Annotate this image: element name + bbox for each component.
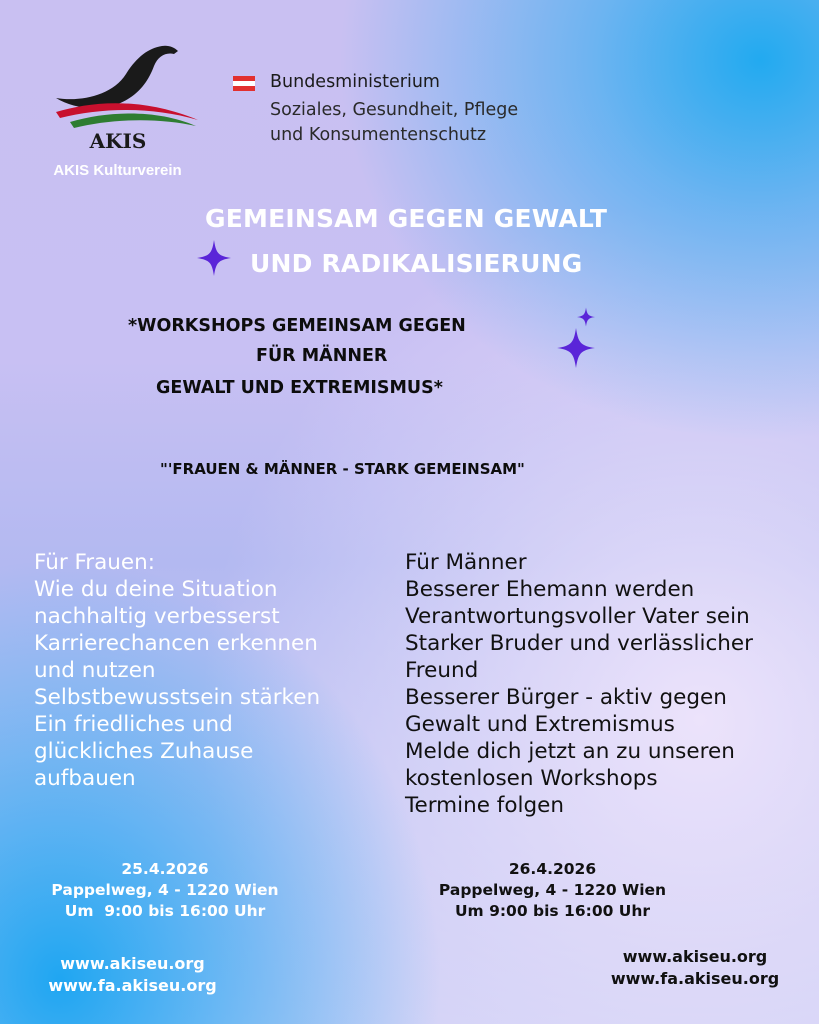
- men-line: Gewalt und Extremismus: [405, 712, 675, 737]
- event-time: Um 9:00 bis 16:00 Uhr: [454, 902, 651, 920]
- motto: "'FRAUEN & MÄNNER - STARK GEMEINSAM": [160, 460, 525, 478]
- bird-logo-icon: [50, 40, 200, 155]
- headline-line-2: UND RADIKALISIERUNG: [250, 249, 583, 278]
- men-line: Melde dich jetzt an zu unseren: [405, 739, 735, 764]
- women-line: Selbstbewusstsein stärken: [34, 685, 321, 710]
- website-link[interactable]: www.akiseu.org: [60, 954, 205, 973]
- men-heading: Für Männer: [405, 550, 527, 575]
- ministry-line-1: Bundesministerium: [270, 72, 440, 92]
- women-heading: Für Frauen:: [34, 550, 156, 575]
- women-topics: [34, 549, 320, 792]
- men-line: Besserer Ehemann werden: [405, 577, 695, 602]
- event-address: Pappelweg, 4 - 1220 Wien: [51, 881, 279, 899]
- men-line: Freund: [405, 658, 479, 683]
- men-line: Verantwortungsvoller Vater sein: [405, 604, 750, 629]
- women-line: Karrierechancen erkennen: [34, 631, 318, 656]
- women-line: Ein friedliches und: [34, 712, 233, 737]
- ministry-line-3: und Konsumentenschutz: [270, 125, 487, 145]
- subheadline-line-2: FÜR MÄNNER: [256, 346, 388, 366]
- event-date: 25.4.2026: [121, 860, 209, 878]
- subheadline-line-3: GEWALT UND EXTREMISMUS*: [156, 378, 443, 398]
- websites-left: [30, 953, 235, 997]
- men-line: Besserer Bürger - aktiv gegen: [405, 685, 727, 710]
- headline-line-1: GEMEINSAM GEGEN GEWALT: [205, 204, 608, 233]
- small-sparkle-icon: [577, 307, 595, 327]
- austria-flag-icon: [233, 76, 255, 91]
- men-topics: [405, 549, 753, 819]
- event-address: Pappelweg, 4 - 1220 Wien: [438, 881, 667, 899]
- women-line: und nutzen: [34, 658, 156, 683]
- women-line: Wie du deine Situation: [34, 577, 278, 602]
- event-date: 26.4.2026: [508, 860, 597, 878]
- men-line: Termine folgen: [405, 793, 564, 818]
- website-link[interactable]: www.akiseu.org: [622, 947, 768, 966]
- website-link[interactable]: www.fa.akiseu.org: [610, 969, 780, 988]
- websites-right: [595, 946, 795, 990]
- akis-logo: [50, 40, 200, 155]
- men-line: kostenlosen Workshops: [405, 766, 658, 791]
- women-line: aufbauen: [34, 766, 136, 791]
- men-line: Starker Bruder und verlässlicher: [405, 631, 753, 656]
- women-line: nachhaltig verbesserst: [34, 604, 280, 629]
- sparkle-icon: [197, 240, 231, 276]
- event-women: [20, 859, 310, 922]
- event-time: Um 9:00 bis 16:00 Uhr: [64, 902, 266, 920]
- website-link[interactable]: www.fa.akiseu.org: [48, 976, 217, 995]
- ministry-line-2: Soziales, Gesundheit, Pflege: [270, 100, 519, 120]
- subheadline-line-1: *WORKSHOPS GEMEINSAM GEGEN: [128, 316, 466, 336]
- logo-wordmark: AKIS: [89, 129, 147, 153]
- sparkle-icon-2: [557, 328, 595, 368]
- event-men: [405, 859, 700, 922]
- org-name: AKIS Kulturverein: [53, 162, 182, 179]
- women-line: glückliches Zuhause: [34, 739, 254, 764]
